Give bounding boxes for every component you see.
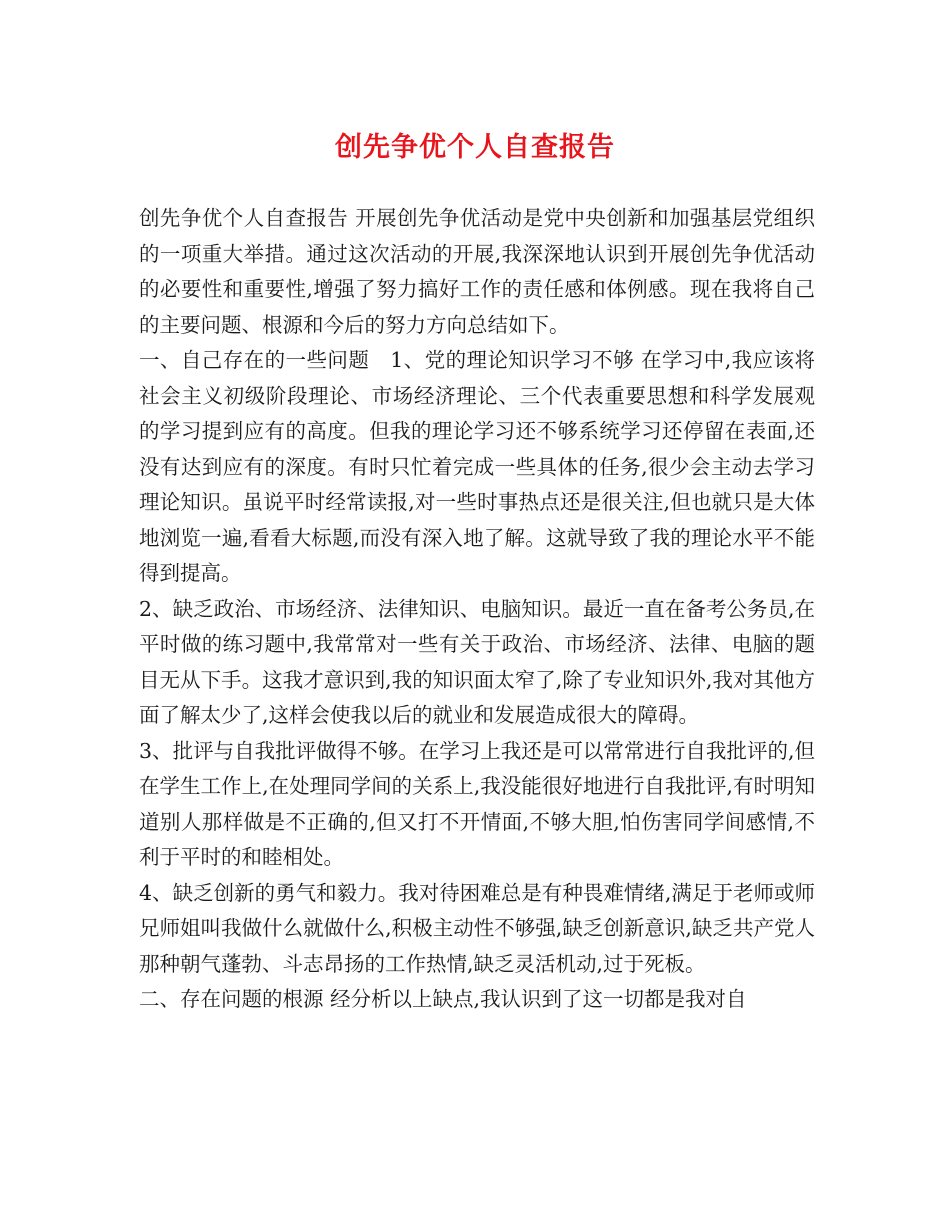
paragraph-section-1: 一、自己存在的一些问题 1、党的理论知识学习不够 在学习中,我应该将社会主义初级阶段理论、市场经济理论、三个代表重要思想和科学发展观的学习提到应有的高度。但我的理论学习还不够系统学习还停留在表面,还没有达到应有的深度。有时只忙着完成一些具体的任务,很少会主动去学习理论知识。虽说平时经常读报,对一些时事热点还是很关注,但也就只是大体地浏览一遍,看看大标题,而没有深入地了解。这就导致了我的理论水平不能得到提高。 [139,348,815,585]
paragraph-section-2: 二、存在问题的根源 经分析以上缺点,我认识到了这一切都是我对自 [139,987,747,1011]
document-body [139,201,815,1018]
paragraph-point-3: 3、批评与自我批评做得不够。在学习上我还是可以常常进行自我批评的,但在学生工作上,在处理同学间的关系上,我没能很好地进行自我批评,有时明知道别人那样做是不正确的,但又打不开情面,不够大胆,怕伤害同学间感情,不利于平时的和睦相处。 [139,738,815,869]
paragraph-point-4: 4、缺乏创新的勇气和毅力。我对待困难总是有种畏难情绪,满足于老师或师兄师姐叫我做什么就做什么,积极主动性不够强,缺乏创新意识,缺乏共产党人那种朝气蓬勃、斗志昂扬的工作热情,缺乏灵活机动,过于死板。 [139,880,815,976]
document-title: 创先争优个人自查报告 [335,132,615,163]
paragraph-point-2: 2、缺乏政治、市场经济、法律知识、电脑知识。最近一直在备考公务员,在平时做的练习题中,我常常对一些有关于政治、市场经济、法律、电脑的题目无从下手。这我才意识到,我的知识面太窄了,除了专业知识外,我对其他方面了解太少了,这样会使我以后的就业和发展造成很大的障碍。 [139,596,815,727]
paragraph-intro: 创先争优个人自查报告 开展创先争优活动是党中央创新和加强基层党组织的一项重大举措。通过这次活动的开展,我深深地认识到开展创先争优活动的必要性和重要性,增强了努力搞好工作的责任感和体例感。现在我将自己的主要问题、根源和今后的努力方向总结如下。 [139,206,815,337]
